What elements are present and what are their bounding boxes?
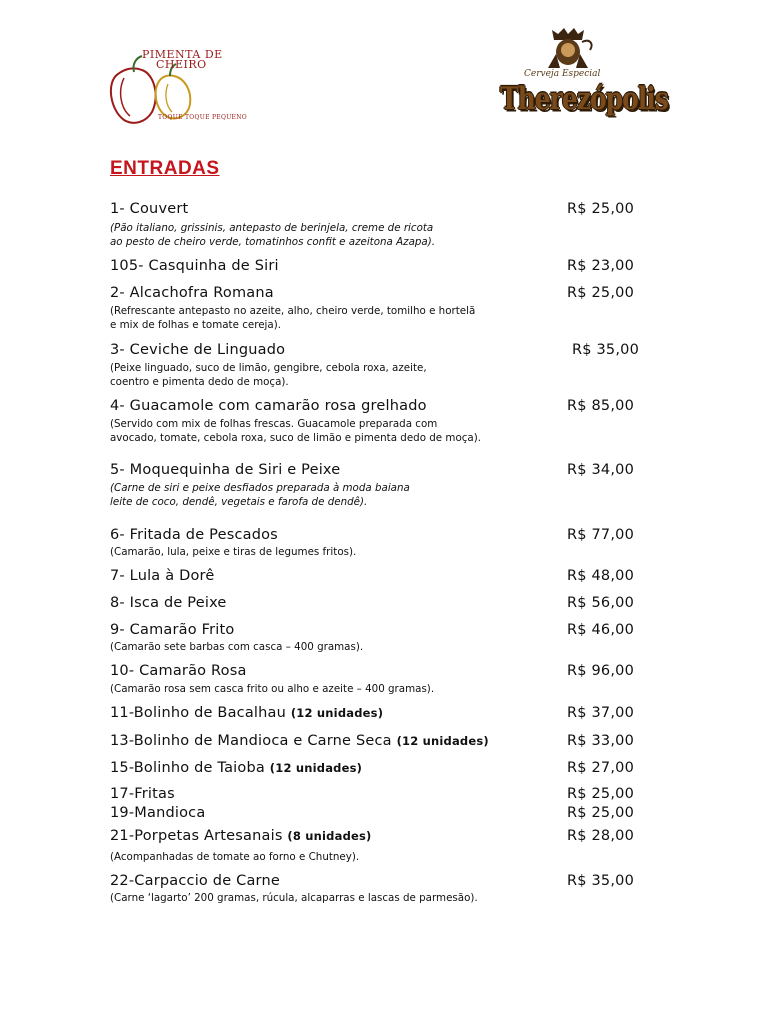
item-description: (Camarão rosa sem casca frito ou alho e azeite – 400 gramas). (110, 683, 435, 695)
item-name: 3- Ceviche de Linguado (110, 342, 286, 358)
item-price: R$ 35,00 (572, 342, 640, 358)
item-description: (Pão italiano, grissinis, antepasto de berinjela, creme de ricota ao pesto de cheiro verde, tomatinhos confit e azeitona Azapa). (110, 222, 436, 248)
item-description: (Camarão sete barbas com casca – 400 gramas). (110, 641, 364, 653)
item-name: 5- Moquequinha de Siri e Peixe (110, 462, 341, 478)
item-name: 17-Fritas (110, 786, 175, 802)
item-name: 21-Porpetas Artesanais (8 unidades) (110, 828, 372, 844)
item-price: R$ 33,00 (567, 733, 635, 749)
item-price: R$ 27,00 (567, 760, 635, 776)
item-name: 2- Alcachofra Romana (110, 285, 274, 301)
item-price: R$ 25,00 (567, 201, 635, 217)
item-description: (Carne de siri e peixe desfiados preparada à moda baiana leite de coco, dendê, vegetais e farofa de dendê). (110, 482, 410, 508)
item-price: R$ 25,00 (567, 805, 635, 821)
item-name: 1- Couvert (110, 201, 189, 217)
item-quantity: (12 unidades) (396, 734, 489, 748)
item-description: (Camarão, lula, peixe e tiras de legumes fritos). (110, 546, 357, 558)
item-name: 10- Camarão Rosa (110, 663, 247, 679)
item-price: R$ 48,00 (567, 568, 635, 584)
item-description: (Carne ‘lagarto’ 200 gramas, rúcula, alcaparras e lascas de parmesão). (110, 892, 478, 904)
item-quantity: (12 unidades) (269, 761, 363, 775)
section-title: ENTRADAS (110, 158, 220, 179)
item-price: R$ 23,00 (567, 258, 635, 274)
item-name: 19-Mandioca (110, 805, 206, 821)
item-price: R$ 56,00 (567, 595, 635, 611)
logo-subtitle: Cerveja Especial (524, 69, 601, 79)
item-quantity: (8 unidades) (287, 829, 372, 843)
item-name: 9- Camarão Frito (110, 622, 235, 638)
item-price: R$ 25,00 (567, 285, 635, 301)
item-name: 13-Bolinho de Mandioca e Carne Seca (12 unidades) (110, 733, 489, 749)
item-description: (Refrescante antepasto no azeite, alho, cheiro verde, tomilho e hortelã e mix de folhas e tomate cereja). (110, 305, 476, 331)
item-price: R$ 25,00 (567, 786, 635, 802)
item-description: (Peixe linguado, suco de limão, gengibre, cebola roxa, azeite, coentro e pimenta dedo de moça). (110, 362, 427, 388)
item-name: 11-Bolinho de Bacalhau (12 unidades) (110, 705, 384, 721)
item-name: 7- Lula à Dorê (110, 568, 215, 584)
logo-wordmark: Therezópolis (500, 80, 668, 117)
item-description: (Servido com mix de folhas frescas. Guacamole preparada com avocado, tomate, cebola roxa, suco de limão e pimenta dedo de moça). (110, 418, 482, 444)
item-name: 4- Guacamole com camarão rosa grelhado (110, 398, 427, 414)
logo-text-line2: CHEIRO (156, 58, 207, 71)
item-price: R$ 37,00 (567, 705, 635, 721)
item-price: R$ 96,00 (567, 663, 635, 679)
item-name: 22-Carpaccio de Carne (110, 873, 280, 889)
item-price: R$ 34,00 (567, 462, 635, 478)
item-name: 8- Isca de Peixe (110, 595, 227, 611)
item-price: R$ 35,00 (567, 873, 635, 889)
logo-text-line1: PIMENTA DE (142, 48, 223, 61)
item-name: 105- Casquinha de Siri (110, 258, 279, 274)
pimenta-de-cheiro-logo (104, 44, 264, 128)
item-price: R$ 28,00 (567, 828, 635, 844)
item-name: 15-Bolinho de Taioba (12 unidades) (110, 760, 363, 776)
item-description: (Acompanhadas de tomate ao forno e Chutney). (110, 851, 360, 863)
therezopolis-logo (496, 24, 668, 124)
item-name: 6- Fritada de Pescados (110, 527, 278, 543)
item-price: R$ 77,00 (567, 527, 635, 543)
item-quantity: (12 unidades) (290, 706, 384, 720)
item-price: R$ 46,00 (567, 622, 635, 638)
item-price: R$ 85,00 (567, 398, 635, 414)
logo-tagline: TOQUE TOQUE PEQUENO (158, 114, 248, 121)
lion-crest-icon (538, 24, 598, 70)
